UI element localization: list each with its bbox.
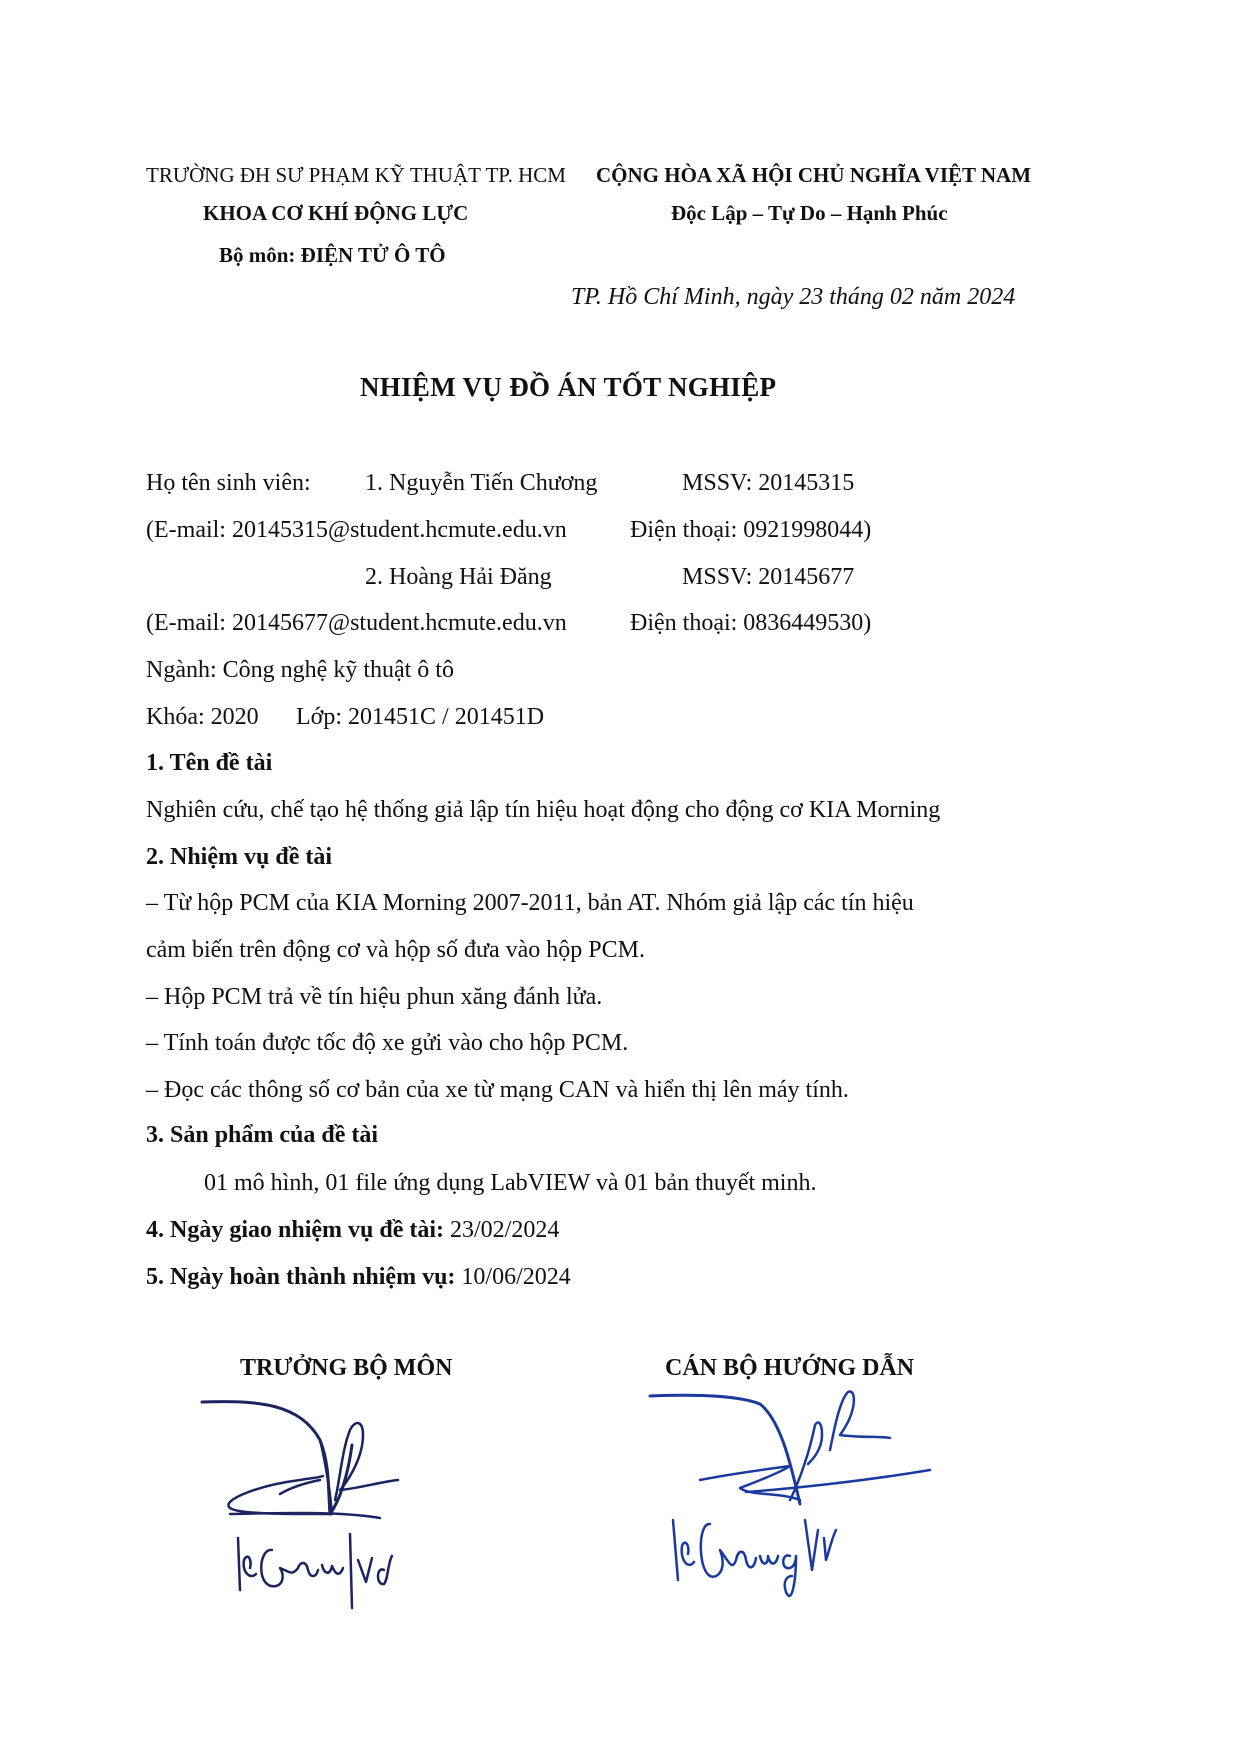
assign-date-value: 23/02/2024 [450, 1217, 560, 1243]
complete-date-line [146, 1262, 571, 1292]
section-products-text: 01 mô hình, 01 file ứng dụng LabVIEW và 01 bản thuyết minh. [204, 1170, 817, 1196]
signature-title-supervisor: CÁN BỘ HƯỚNG DẪN [665, 1355, 915, 1381]
student-1-email: (E-mail: 20145315@student.hcmute.edu.vn [146, 517, 567, 543]
section-products-heading: 3. Sản phẩm của đề tài [146, 1122, 379, 1148]
class-line: Lớp: 201451C / 201451D [296, 704, 545, 730]
task-item: – Hộp PCM trả về tín hiệu phun xăng đánh lửa. [146, 984, 603, 1010]
cohort-line: Khóa: 2020 [146, 704, 259, 730]
date-line: TP. Hồ Chí Minh, ngày 23 tháng 02 năm 2024 [571, 284, 1016, 310]
complete-date-value: 10/06/2024 [461, 1264, 571, 1290]
national-motto: Độc Lập – Tự Do – Hạnh Phúc [671, 201, 948, 225]
assign-date-line [146, 1215, 559, 1245]
major-line: Ngành: Công nghệ kỹ thuật ô tô [146, 657, 454, 683]
assign-date-label: 4. Ngày giao nhiệm vụ đề tài: [146, 1217, 445, 1243]
section-topic-text: Nghiên cứu, chế tạo hệ thống giả lập tín hiệu hoạt động cho động cơ KIA Morning [146, 797, 941, 823]
section-tasks-heading: 2. Nhiệm vụ đề tài [146, 844, 332, 870]
university-name: TRƯỜNG ĐH SƯ PHẠM KỸ THUẬT TP. HCM [146, 163, 566, 187]
signature-title-department-head: TRƯỞNG BỘ MÔN [240, 1355, 453, 1381]
document-title: NHIỆM VỤ ĐỒ ÁN TỐT NGHIỆP [360, 372, 777, 402]
signature-department-head [180, 1390, 440, 1590]
national-title: CỘNG HÒA XÃ HỘI CHỦ NGHĨA VIỆT NAM [596, 163, 1032, 187]
student-label: Họ tên sinh viên: [146, 470, 311, 496]
student-2-mssv: MSSV: 20145677 [682, 564, 855, 590]
student-2-email: (E-mail: 20145677@student.hcmute.edu.vn [146, 610, 567, 636]
student-2-phone: Điện thoại: 0836449530) [630, 610, 872, 636]
faculty-name: KHOA CƠ KHÍ ĐỘNG LỰC [203, 201, 469, 225]
task-item: – Từ hộp PCM của KIA Morning 2007-2011, bản AT. Nhóm giả lập các tín hiệu [146, 890, 914, 916]
task-item: – Đọc các thông số cơ bản của xe từ mạng CAN và hiển thị lên máy tính. [146, 1077, 849, 1103]
student-2-name: 2. Hoàng Hải Đăng [365, 564, 552, 590]
task-item: cảm biến trên động cơ và hộp số đưa vào hộp PCM. [146, 937, 645, 963]
student-1-phone: Điện thoại: 0921998044) [630, 517, 872, 543]
student-1-name: 1. Nguyễn Tiến Chương [365, 470, 598, 496]
complete-date-label: 5. Ngày hoàn thành nhiệm vụ: [146, 1264, 456, 1290]
department-name: Bộ môn: ĐIỆN TỬ Ô TÔ [219, 243, 446, 267]
section-topic-heading: 1. Tên đề tài [146, 750, 273, 776]
task-item: – Tính toán được tốc độ xe gửi vào cho hộp PCM. [146, 1030, 629, 1056]
student-1-mssv: MSSV: 20145315 [682, 470, 855, 496]
signature-supervisor [640, 1380, 940, 1600]
